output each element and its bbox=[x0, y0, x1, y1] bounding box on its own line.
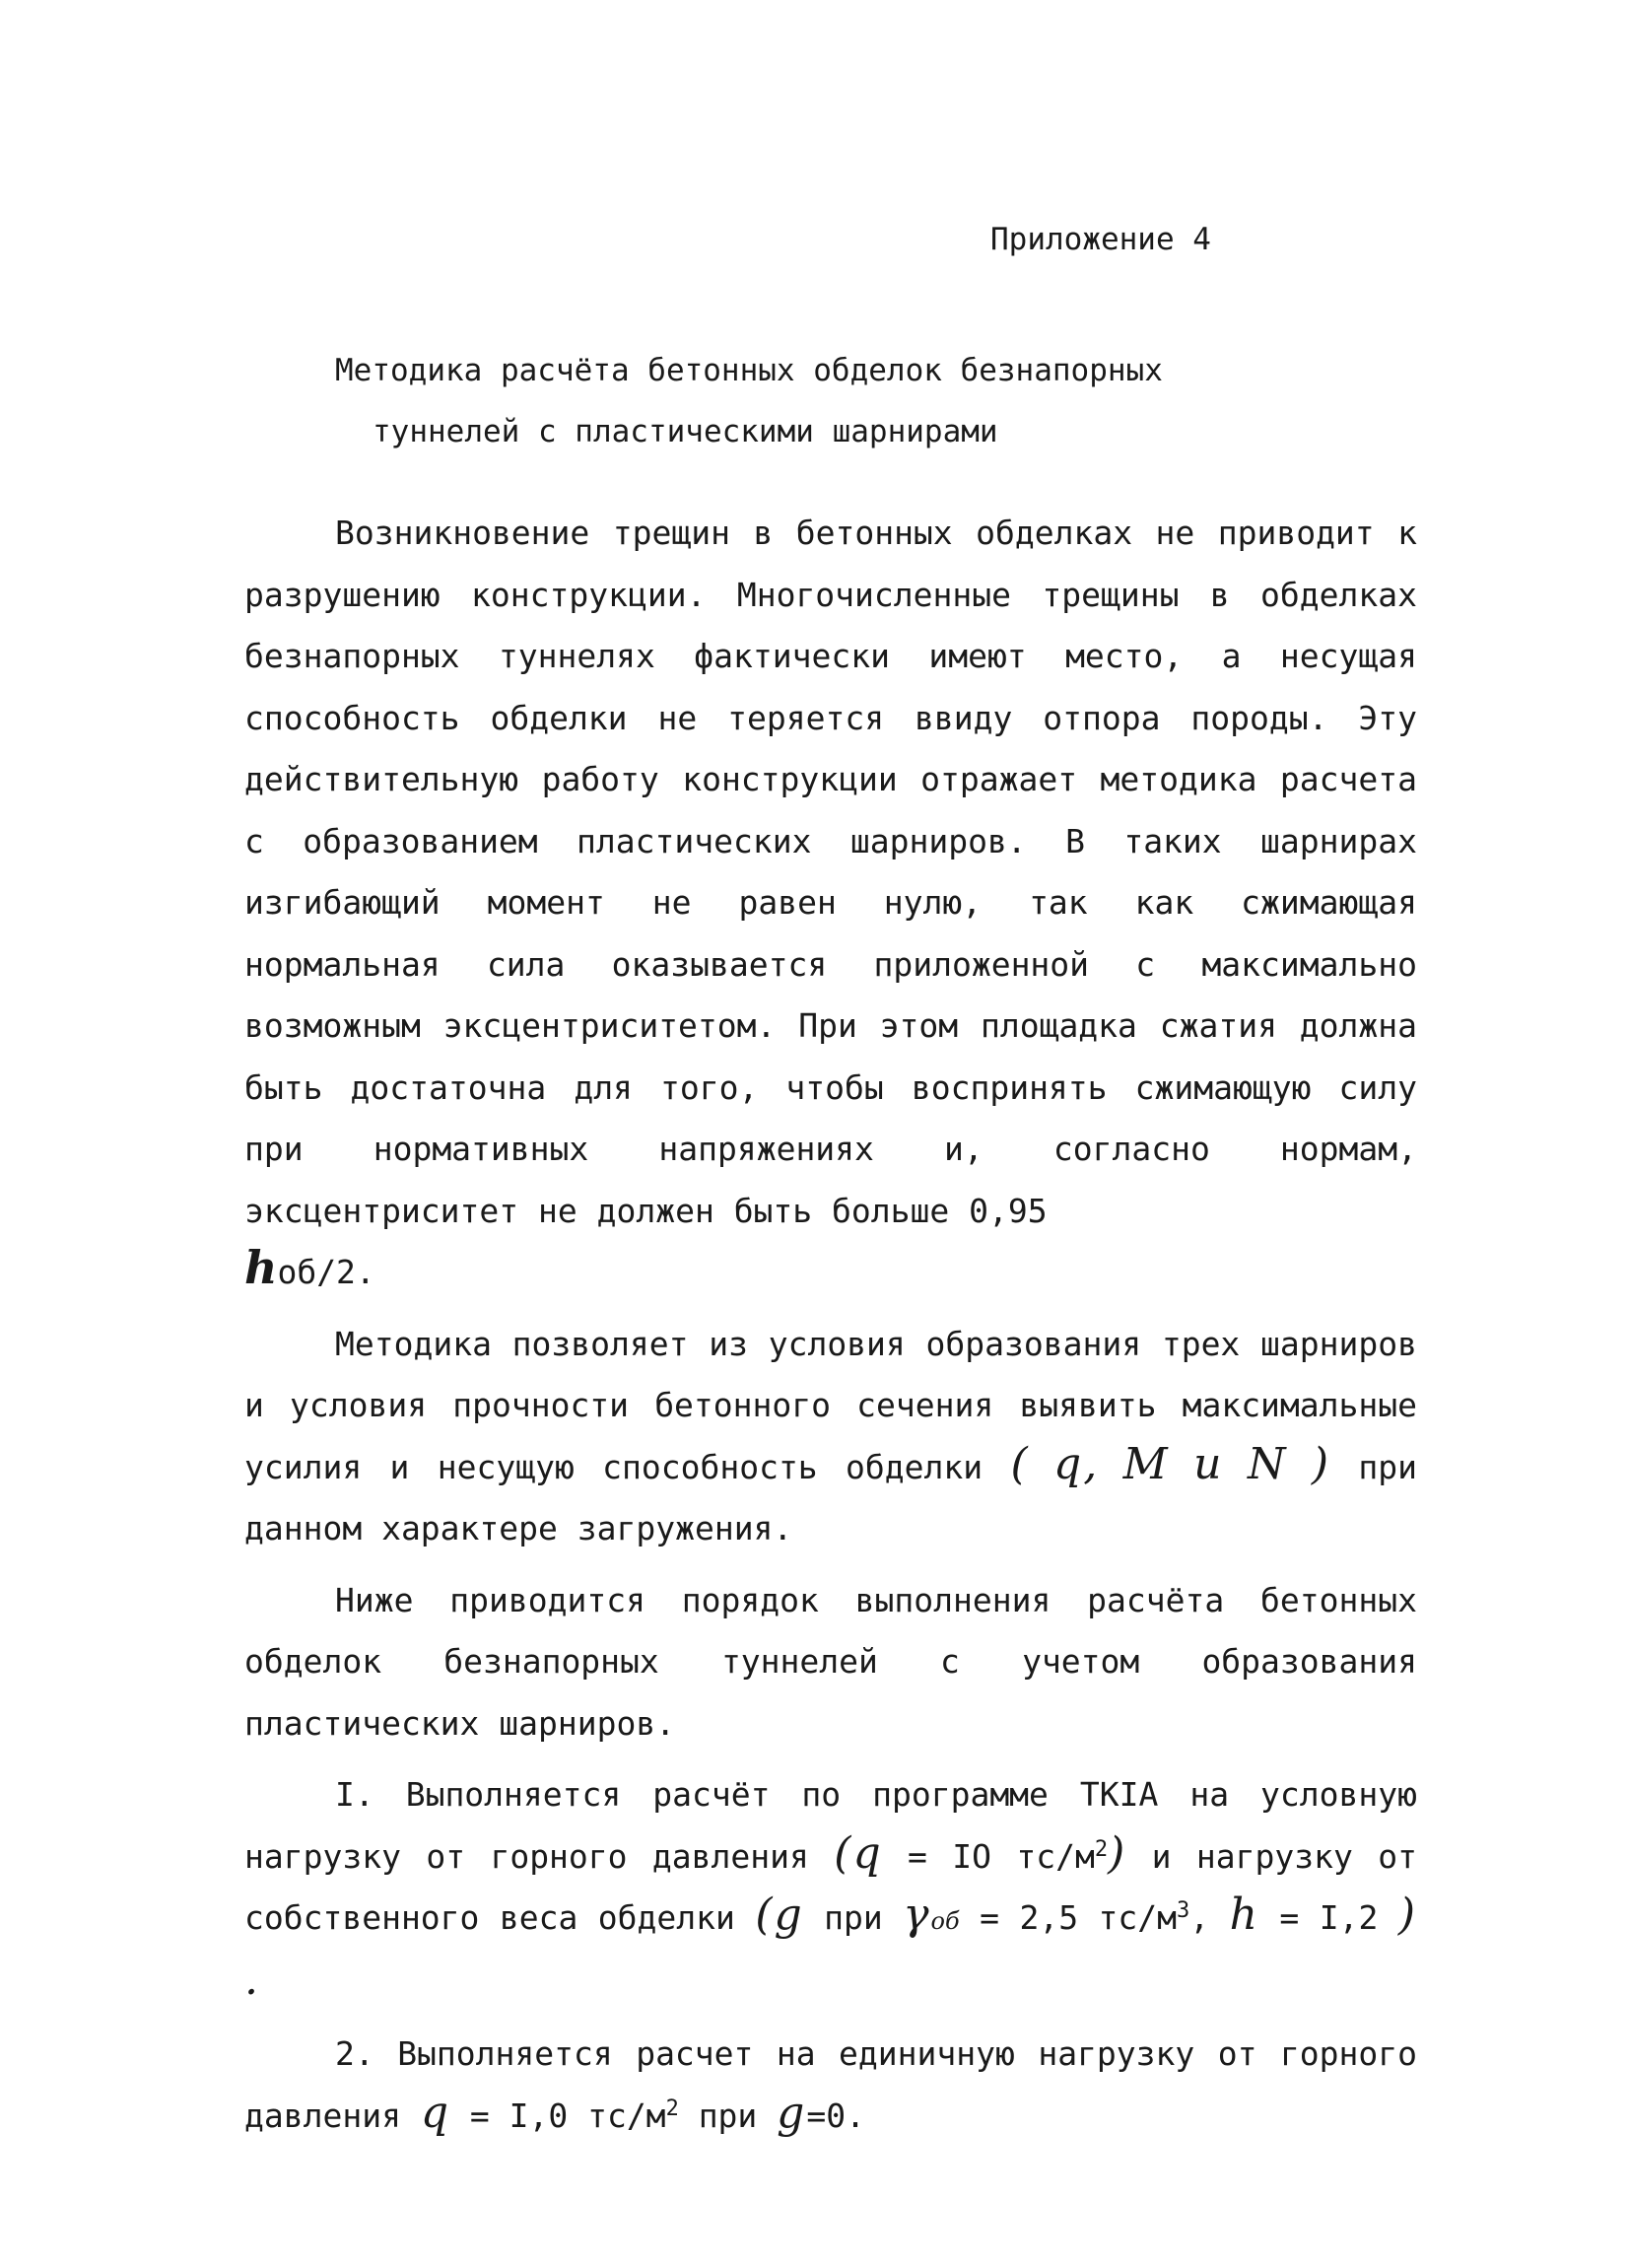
paragraph-1-tail: об/2. bbox=[277, 1253, 375, 1291]
g-zero-value: =0. bbox=[806, 2096, 865, 2135]
q-exponent: 2 bbox=[1094, 1836, 1109, 1862]
h-thickness-symbol: h bbox=[1229, 1890, 1259, 1940]
g-zero-symbol: g bbox=[777, 2087, 807, 2138]
q-unit-value: = I,0 тс/м bbox=[469, 2096, 666, 2135]
q-unit-symbol: q bbox=[420, 2087, 450, 2138]
paragraph-2 bbox=[244, 1314, 1417, 1560]
item-1-text-b: и нагрузку от собственного веса обделки bbox=[244, 1836, 1417, 1937]
h-value: = I,2 bbox=[1279, 1898, 1379, 1937]
item-2-text-a: 2. Выполняется расчет на единичную нагрузку от горного давления bbox=[244, 2034, 1417, 2135]
list-item-2 bbox=[244, 2024, 1417, 2147]
forces-formula: ( q, M и N ) bbox=[1010, 1438, 1331, 1489]
paragraph-3: Ниже приводится порядок выполнения расчёта бетонных обделок безнапорных туннелей с учетом образования пластических шарниров. bbox=[244, 1580, 1417, 1743]
item-2-pri: при bbox=[698, 2096, 758, 2135]
g-pri: при bbox=[824, 1898, 883, 1937]
h-symbol: h bbox=[244, 1241, 278, 1294]
g-symbol: g bbox=[774, 1890, 804, 1940]
document-body bbox=[244, 503, 1417, 2147]
item-1-text-a: I. Выполняется расчёт по программе ТКIА на условную нагрузку от горного давления bbox=[244, 1775, 1417, 1876]
gamma-subscript: об bbox=[930, 1907, 960, 1935]
paragraph-1-text: Возникновение трещин в бетонных обделках не приводит к разрушению конструкции. Многочисленные трещины в обделках безнапорных туннелях фактически имеют место, а несущая способность обделки не теряется ввиду отпора породы. Эту действительную работу конструкции отражает методика расчета с образованием пластических шарниров. В таких шарнирах изгибающий момент не равен нулю, так как сжимающая нормальная сила оказывается приложенной с максимально возможным эксцентриситетом. При этом площадка сжатия должна быть достаточна для того, чтобы воспринять сжимающую силу при нормативных напряжениях и, согласно нормам, эксцентриситет не должен быть больше 0,95 bbox=[244, 514, 1417, 1230]
title-line-2: туннелей с пластическими шарнирами bbox=[373, 414, 998, 449]
q-close-paren: ) bbox=[1108, 1827, 1127, 1879]
paragraph-2-tail: при данном характере загружения. bbox=[244, 1447, 1418, 1547]
gamma-value: = 2,5 тс/м bbox=[980, 1898, 1177, 1937]
gamma-symbol: γ bbox=[903, 1890, 931, 1940]
g-open-paren: ( bbox=[755, 1890, 775, 1940]
paragraph-2-text: Методика позволяет из условия образования трех шарниров и условия прочности бетонного сечения выявить максимальные усилия и несущую способность обделки bbox=[244, 1324, 1417, 1486]
appendix-label: Приложение 4 bbox=[990, 222, 1211, 257]
q-unit-exponent: 2 bbox=[665, 2096, 679, 2121]
item-1-close: ) . bbox=[244, 1890, 1417, 2005]
q-open-paren: ( bbox=[834, 1827, 853, 1879]
list-item-1: I. Выполняется расчёт по программе ТКIА на условную нагрузку от горного давления (q = IO $тс/м^2$) и нагрузку от собственного веса обделки (g при γоб = 2,5 $тс/м^3$, h = I,2 ) . bbox=[244, 1775, 1417, 2005]
q-symbol: q bbox=[852, 1827, 883, 1879]
title-line-1: Методика расчёта бетонных обделок безнапорных bbox=[335, 353, 1163, 388]
paragraph-1 bbox=[244, 503, 1417, 1304]
document-title bbox=[335, 340, 1163, 462]
gamma-exponent: 3 bbox=[1177, 1898, 1190, 1923]
q-value: = IO тс/м bbox=[908, 1836, 1095, 1876]
